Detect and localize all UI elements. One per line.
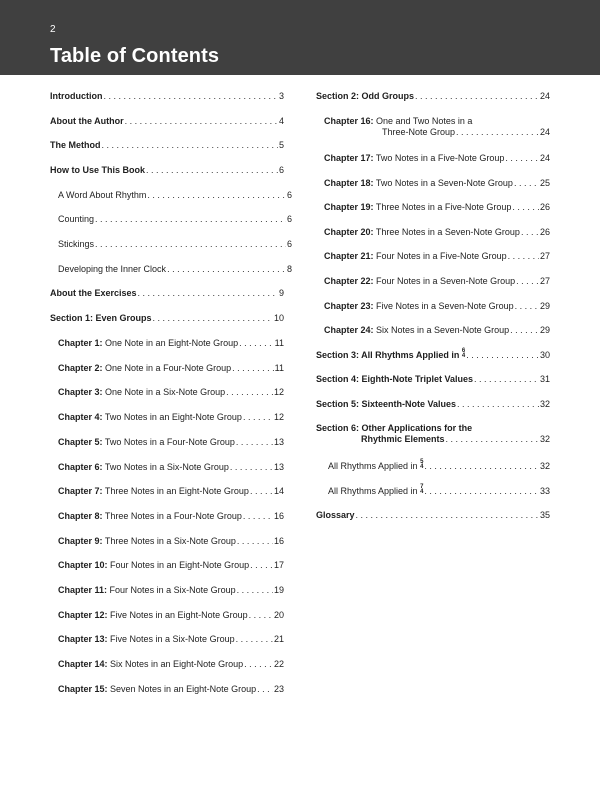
toc-entry-chapter[interactable] bbox=[50, 634, 284, 645]
toc-entry-label: Introduction bbox=[50, 91, 103, 101]
toc-entry-chapter[interactable] bbox=[50, 338, 284, 349]
toc-entry-label: A Word About Rhythm bbox=[58, 190, 147, 200]
chapter-number: Chapter 16: bbox=[324, 116, 374, 126]
toc-entry-chapter[interactable] bbox=[50, 462, 284, 473]
toc-entry-page: 27 bbox=[539, 276, 550, 286]
chapter-title: One Note in a Six-Note Group bbox=[105, 387, 226, 398]
chapter-number: Chapter 18: bbox=[324, 177, 374, 188]
toc-entry-chapter[interactable] bbox=[50, 560, 284, 571]
toc-entry-chapter-16[interactable] bbox=[316, 116, 550, 138]
toc-entry-section-4[interactable] bbox=[316, 374, 550, 385]
toc-entry-page: 25 bbox=[539, 177, 550, 188]
toc-entry-page: 24 bbox=[539, 127, 550, 137]
toc-entry-label: All Rhythms Applied in bbox=[328, 461, 418, 471]
toc-entry-label: The Method bbox=[50, 140, 101, 150]
chapter-title: Four Notes in a Six-Note Group bbox=[109, 585, 236, 595]
toc-entry-chapter[interactable] bbox=[50, 511, 284, 522]
toc-entry-chapter[interactable] bbox=[316, 251, 550, 262]
chapter-title: One Note in a Four-Note Group bbox=[105, 362, 232, 373]
toc-entry-page: 27 bbox=[539, 251, 550, 262]
toc-entry-about-exercises[interactable] bbox=[50, 288, 284, 299]
chapter-title-line-1: One and Two Notes in a bbox=[376, 116, 473, 126]
chapter-number: Chapter 10: bbox=[58, 560, 108, 571]
chapter-number: Chapter 21: bbox=[324, 251, 374, 262]
toc-entry-chapter[interactable] bbox=[50, 486, 284, 497]
toc-entry-section-6[interactable] bbox=[316, 423, 550, 445]
toc-entry-section-2[interactable] bbox=[316, 91, 550, 102]
chapter-title: Six Notes in a Seven-Note Group bbox=[376, 325, 510, 336]
toc-entry-page: 10 bbox=[273, 313, 284, 323]
toc-entry-page: 19 bbox=[273, 585, 284, 595]
toc-entry-label: Section 5: Sixteenth-Note Values bbox=[316, 399, 457, 409]
toc-entry-counting[interactable] bbox=[50, 214, 292, 225]
toc-entry-stickings[interactable] bbox=[50, 239, 292, 250]
toc-entry-page: 23 bbox=[273, 683, 284, 694]
toc-entry-page: 12 bbox=[273, 412, 284, 423]
chapter-number: Chapter 1: bbox=[58, 338, 103, 348]
toc-entry-page: 12 bbox=[273, 387, 284, 398]
toc-entry-label: All Rhythms Applied in bbox=[328, 486, 418, 496]
toc-entry-page: 11 bbox=[274, 338, 284, 348]
toc-entry-page: 8 bbox=[286, 264, 292, 274]
toc-entry-about-author[interactable] bbox=[50, 116, 284, 127]
toc-entry-chapter[interactable] bbox=[50, 585, 284, 596]
chapter-number: Chapter 24: bbox=[324, 325, 374, 336]
toc-entry-chapter[interactable] bbox=[316, 227, 550, 238]
toc-entry-chapter[interactable] bbox=[50, 610, 284, 621]
toc-entry-page: 6 bbox=[286, 190, 292, 200]
toc-entry-section-3[interactable] bbox=[316, 349, 550, 361]
toc-entry-chapter[interactable] bbox=[316, 325, 550, 336]
toc-entry-page: 11 bbox=[274, 362, 284, 373]
toc-entry-page: 17 bbox=[273, 560, 284, 571]
chapter-title: Three Notes in a Four-Note Group bbox=[104, 510, 242, 521]
toc-entry-page: 32 bbox=[539, 461, 550, 471]
chapter-number: Chapter 19: bbox=[324, 202, 374, 213]
toc-entry-applied-5-4[interactable] bbox=[316, 460, 550, 472]
toc-entry-page: 29 bbox=[539, 325, 550, 336]
chapter-number: Chapter 7: bbox=[58, 486, 103, 497]
toc-entry-chapter[interactable] bbox=[316, 301, 550, 312]
toc-entry-inner-clock[interactable] bbox=[50, 264, 292, 275]
toc-entry-introduction[interactable] bbox=[50, 91, 284, 102]
chapter-number: Chapter 12: bbox=[58, 609, 108, 620]
chapter-title: Three Notes in a Seven-Note Group bbox=[375, 226, 520, 237]
toc-entry-page: 3 bbox=[278, 91, 284, 101]
toc-entry-section-5[interactable] bbox=[316, 399, 550, 410]
chapter-title: Three Notes in a Six-Note Group bbox=[104, 535, 236, 546]
toc-entry-label: About the Author bbox=[50, 116, 124, 126]
chapter-number: Chapter 15: bbox=[58, 683, 108, 694]
toc-entry-label: Stickings bbox=[58, 239, 95, 249]
chapter-number: Chapter 11: bbox=[58, 585, 108, 595]
chapter-number: Chapter 13: bbox=[58, 634, 108, 645]
toc-entry-page: 20 bbox=[273, 609, 284, 620]
toc-entry-page: 22 bbox=[273, 659, 284, 670]
chapter-title: Two Notes in a Five-Note Group bbox=[375, 153, 505, 163]
toc-entry-label: Section 1: Even Groups bbox=[50, 313, 152, 323]
toc-entry-label-line-1: Section 6: Other Applications for the bbox=[316, 423, 473, 433]
toc-entry-page: 16 bbox=[273, 535, 284, 546]
toc-entry-chapter[interactable] bbox=[50, 659, 284, 670]
toc-entry-page: 29 bbox=[539, 300, 550, 311]
chapter-title: Six Notes in an Eight-Note Group bbox=[110, 659, 244, 670]
toc-entry-chapter[interactable] bbox=[50, 536, 284, 547]
toc-entry-page: 32 bbox=[539, 434, 550, 444]
toc-entry-chapter[interactable] bbox=[50, 412, 284, 423]
toc-entry-section-1[interactable] bbox=[50, 313, 284, 324]
chapter-number: Chapter 3: bbox=[58, 387, 103, 398]
chapter-number: Chapter 8: bbox=[58, 510, 103, 521]
chapter-title: Two Notes in an Eight-Note Group bbox=[104, 412, 242, 423]
toc-entry-label: Counting bbox=[58, 214, 95, 224]
toc-entry-word-about-rhythm[interactable] bbox=[50, 190, 292, 201]
chapter-title: Seven Notes in an Eight-Note Group bbox=[110, 683, 257, 694]
toc-entry-page: 26 bbox=[539, 202, 550, 213]
toc-entry-chapter[interactable] bbox=[50, 684, 284, 695]
toc-entry-page: 35 bbox=[539, 510, 550, 520]
page-header bbox=[0, 0, 600, 75]
chapter-title: Two Notes in a Six-Note Group bbox=[104, 461, 229, 472]
toc-entry-the-method[interactable] bbox=[50, 140, 284, 151]
toc-entry-applied-7-4[interactable] bbox=[316, 485, 550, 497]
chapter-number: Chapter 5: bbox=[58, 436, 103, 447]
chapter-title: Five Notes in a Six-Note Group bbox=[110, 634, 235, 645]
toc-entry-page: 13 bbox=[273, 461, 284, 472]
toc-entry-glossary[interactable] bbox=[316, 510, 550, 521]
chapter-number: Chapter 9: bbox=[58, 535, 103, 546]
toc-entry-page: 13 bbox=[273, 436, 284, 447]
page-title: Table of Contents bbox=[50, 45, 220, 67]
chapter-title: Five Notes in a Seven-Note Group bbox=[376, 300, 514, 311]
chapter-number: Chapter 4: bbox=[58, 412, 103, 423]
chapter-title: Four Notes in an Eight-Note Group bbox=[110, 560, 250, 571]
toc-entry-page: 30 bbox=[539, 350, 550, 360]
toc-entry-page: 24 bbox=[539, 153, 550, 163]
toc-entry-label-line-2: Rhythmic Elements bbox=[361, 434, 445, 444]
toc-entry-label: Section 2: Odd Groups bbox=[316, 91, 415, 101]
toc-entry-chapter[interactable] bbox=[50, 437, 284, 448]
time-signature-7-4: 7 4 bbox=[420, 484, 424, 495]
chapter-title: Three Notes in an Eight-Note Group bbox=[104, 486, 249, 497]
toc-entry-label: Glossary bbox=[316, 510, 355, 520]
chapter-title-line-2: Three-Note Group bbox=[382, 127, 456, 137]
toc-entry-page: 4 bbox=[278, 116, 284, 126]
chapter-number: Chapter 2: bbox=[58, 362, 103, 373]
toc-entry-how-to-use[interactable] bbox=[50, 165, 284, 176]
chapter-number: Chapter 22: bbox=[324, 276, 374, 286]
toc-entry-page: 21 bbox=[273, 634, 284, 645]
toc-entry-chapter[interactable] bbox=[316, 153, 550, 164]
toc-entry-page: 5 bbox=[278, 140, 284, 150]
toc-entry-label: Section 4: Eighth-Note Triplet Values bbox=[316, 374, 474, 384]
toc-entry-page: 24 bbox=[539, 91, 550, 101]
toc-entry-page: 26 bbox=[539, 226, 550, 237]
toc-entry-label: Section 3: All Rhythms Applied in bbox=[316, 350, 460, 360]
chapter-number: Chapter 17: bbox=[324, 153, 374, 163]
chapter-title: Two Notes in a Four-Note Group bbox=[104, 436, 235, 447]
toc-entry-page: 16 bbox=[273, 510, 284, 521]
toc-entry-label: Developing the Inner Clock bbox=[58, 264, 167, 274]
toc-entry-label: About the Exercises bbox=[50, 288, 137, 298]
chapter-title: Four Notes in a Five-Note Group bbox=[376, 251, 507, 262]
toc-entry-label: How to Use This Book bbox=[50, 165, 146, 175]
time-signature-5-4: 5 4 bbox=[420, 459, 424, 470]
chapter-title: Three Notes in a Five-Note Group bbox=[375, 202, 512, 213]
toc-entry-chapter[interactable] bbox=[316, 276, 550, 287]
chapter-title: Two Notes in a Seven-Note Group bbox=[375, 177, 513, 188]
toc-entry-page: 14 bbox=[273, 486, 284, 497]
toc-entry-page: 6 bbox=[278, 165, 284, 175]
chapter-number: Chapter 20: bbox=[324, 226, 374, 237]
toc-entry-chapter[interactable] bbox=[50, 363, 284, 374]
toc-entry-chapter[interactable] bbox=[316, 202, 550, 213]
toc-entry-chapter[interactable] bbox=[316, 178, 550, 189]
time-signature-6-4: 6 4 bbox=[461, 348, 466, 359]
page-number: 2 bbox=[50, 24, 56, 35]
toc-entry-chapter[interactable] bbox=[50, 387, 284, 398]
chapter-title: Four Notes in a Seven-Note Group bbox=[376, 276, 516, 286]
toc-entry-page: 6 bbox=[286, 239, 292, 249]
chapter-number: Chapter 23: bbox=[324, 300, 374, 311]
chapter-number: Chapter 14: bbox=[58, 659, 108, 670]
chapter-number: Chapter 6: bbox=[58, 461, 103, 472]
chapter-title: Five Notes in an Eight-Note Group bbox=[110, 609, 248, 620]
toc-entry-page: 31 bbox=[539, 374, 550, 384]
toc-entry-page: 9 bbox=[278, 288, 284, 298]
toc-entry-page: 6 bbox=[286, 214, 292, 224]
toc-entry-page: 33 bbox=[539, 486, 550, 496]
chapter-title: One Note in an Eight-Note Group bbox=[105, 338, 239, 348]
toc-entry-page: 32 bbox=[539, 399, 550, 409]
